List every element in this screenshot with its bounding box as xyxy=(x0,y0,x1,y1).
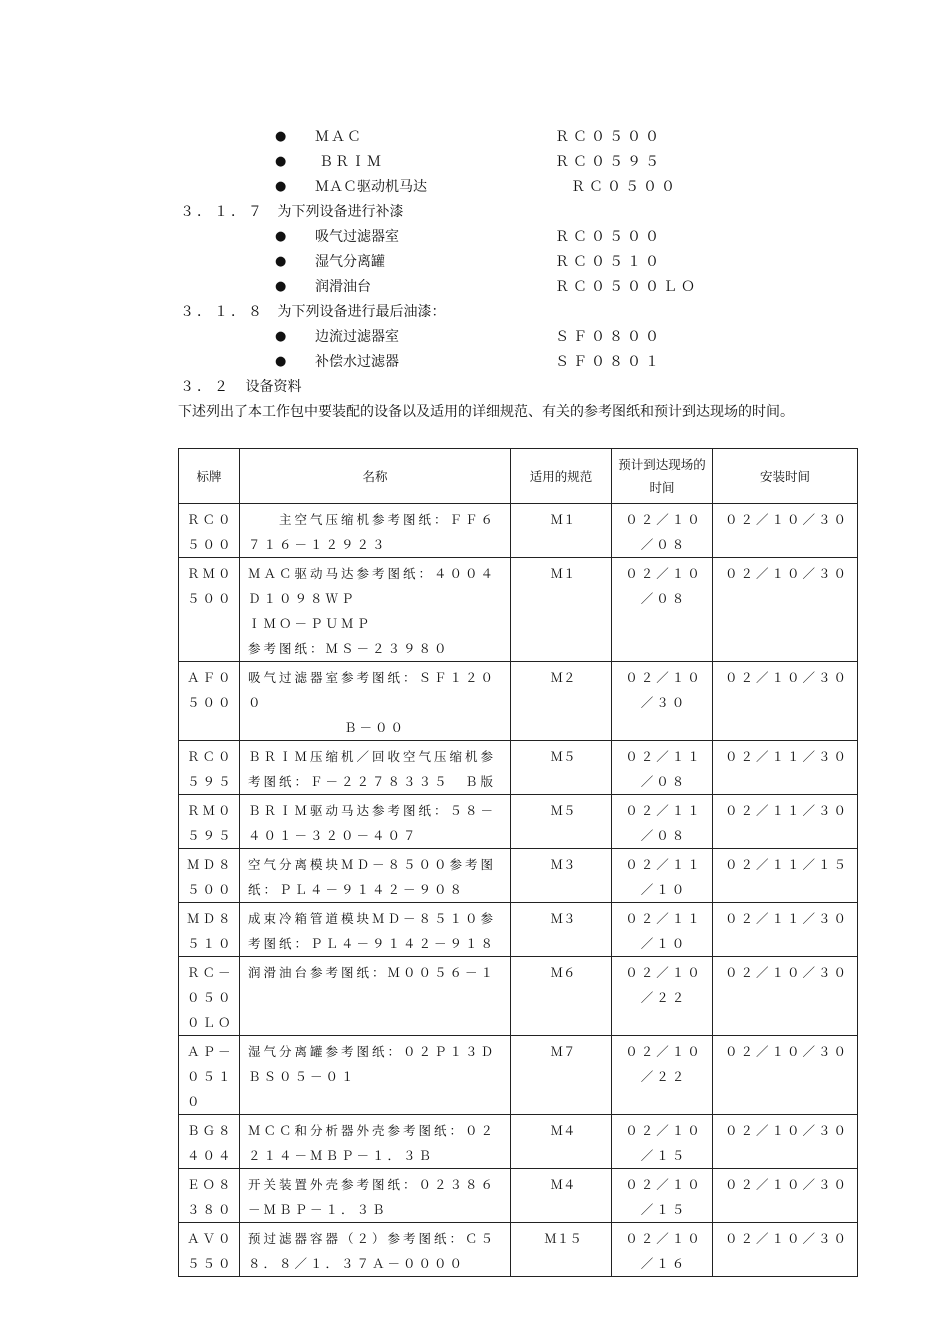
intro-paragraph: 下述列出了本工作包中要装配的设备以及适用的详细规范、有关的参考图纸和预计到达现场的时间。 xyxy=(178,404,794,420)
cell-install: ０２／１０／３０ xyxy=(713,558,858,662)
header-tag: 标牌 xyxy=(179,449,240,504)
cell-arrival: ０２／１１／０８ xyxy=(612,795,713,849)
table-row xyxy=(179,1169,858,1223)
cell-install: ０２／１０／３０ xyxy=(713,957,858,1036)
section-number: ３．１．７ xyxy=(180,204,265,220)
equipment-name: ＢＲＩＭ xyxy=(319,154,383,170)
cell-spec: Ｍ３ xyxy=(511,903,612,957)
cell-name xyxy=(240,662,511,741)
equipment-name: 润滑油台 xyxy=(315,279,371,295)
equipment-code: ＲＣ０５１０ xyxy=(555,254,663,270)
cell-tag: ＲＣ０５９５ xyxy=(179,741,240,795)
list-item xyxy=(275,126,695,148)
cell-tag: ＡＦ０５００ xyxy=(179,662,240,741)
bullet-icon: ● xyxy=(275,354,287,369)
list-item xyxy=(275,251,695,273)
cell-tag: ＭＤ８５１０ xyxy=(179,903,240,957)
table-row xyxy=(179,795,858,849)
bullet-icon: ● xyxy=(275,254,287,269)
equipment-code: ＳＦ０８００ xyxy=(555,329,663,345)
section-heading-3-1-7 xyxy=(180,201,403,223)
table-row xyxy=(179,1223,858,1277)
cell-arrival: ０２／１０／０８ xyxy=(612,558,713,662)
cell-arrival: ０２／１１／１０ xyxy=(612,903,713,957)
table-row xyxy=(179,957,858,1036)
table-row xyxy=(179,662,858,741)
name-line: Ｂ－００ xyxy=(344,720,407,735)
bullet-icon: ● xyxy=(275,229,287,244)
cell-spec: Ｍ１ xyxy=(511,504,612,558)
section-number: ３．１．８ xyxy=(180,304,265,320)
cell-name: 预过滤器容器（２）参考图纸：Ｃ５８．８／１．３７Ａ－００００ xyxy=(240,1223,511,1277)
section-number: ３．２ xyxy=(180,379,231,395)
equipment-name: 补偿水过滤器 xyxy=(315,354,399,370)
cell-spec: Ｍ５ xyxy=(511,795,612,849)
list-item xyxy=(275,176,695,198)
cell-tag: ＢＧ８４０４ xyxy=(179,1115,240,1169)
section-title: 设备资料 xyxy=(245,379,302,395)
cell-install: ０２／１０／３０ xyxy=(713,662,858,741)
cell-name: ＢＲＩＭ压缩机／回收空气压缩机参考图纸：Ｆ－２２７８３３５ Ｂ版 xyxy=(240,741,511,795)
cell-arrival: ０２／１０／１５ xyxy=(612,1169,713,1223)
cell-install: ０２／１０／３０ xyxy=(713,1036,858,1115)
table-row xyxy=(179,1036,858,1115)
cell-name: ＭＣＣ和分析器外壳参考图纸：０２２１４－ＭＢＰ－１．３Ｂ xyxy=(240,1115,511,1169)
section-heading-3-2 xyxy=(180,376,301,398)
cell-install: ０２／１０／３０ xyxy=(713,1169,858,1223)
cell-spec: Ｍ３ xyxy=(511,849,612,903)
equipment-code: ＲＣ０５００ xyxy=(555,229,663,245)
cell-tag: ＲＣ０５００ xyxy=(179,504,240,558)
bullet-icon: ● xyxy=(275,179,287,194)
name-line: 吸气过滤器室参考图纸：ＳＦ１２００ xyxy=(248,670,497,710)
cell-spec: Ｍ１５ xyxy=(511,1223,612,1277)
cell-name: 开关装置外壳参考图纸：０２３８６－ＭＢＰ－１．３Ｂ xyxy=(240,1169,511,1223)
table-row xyxy=(179,903,858,957)
header-spec: 适用的规范 xyxy=(511,449,612,504)
cell-spec: Ｍ１ xyxy=(511,558,612,662)
cell-name: ＢＲＩＭ驱动马达参考图纸：５８－４０１－３２０－４０７ xyxy=(240,795,511,849)
bullet-icon: ● xyxy=(275,129,287,144)
cell-arrival: ０２／１０／３０ xyxy=(612,662,713,741)
equipment-name: ＭＡＣ驱动机马达 xyxy=(315,179,427,195)
section-heading-3-1-8 xyxy=(180,301,445,323)
cell-tag: ＭＤ８５００ xyxy=(179,849,240,903)
bullet-icon: ● xyxy=(275,154,287,169)
cell-spec: Ｍ６ xyxy=(511,957,612,1036)
cell-tag: ＲＭ０５９５ xyxy=(179,795,240,849)
cell-install: ０２／１１／３０ xyxy=(713,795,858,849)
equipment-code: ＲＣ０５００ xyxy=(555,129,663,145)
header-name: 名称 xyxy=(240,449,511,504)
cell-install: ０２／１１／１５ xyxy=(713,849,858,903)
cell-spec: Ｍ７ xyxy=(511,1036,612,1115)
cell-name xyxy=(240,558,511,662)
header-install: 安装时间 xyxy=(713,449,858,504)
equipment-code: ＲＣ０５００ xyxy=(571,179,679,195)
cell-spec: Ｍ４ xyxy=(511,1115,612,1169)
cell-arrival: ０２／１０／２２ xyxy=(612,957,713,1036)
cell-tag: ＡＰ－０５１０ xyxy=(179,1036,240,1115)
equipment-name: ＭＡＣ xyxy=(315,129,363,145)
header-arrival: 预计到达现场的时间 xyxy=(612,449,713,504)
cell-arrival: ０２／１１／０８ xyxy=(612,741,713,795)
cell-arrival: ０２／１０／２２ xyxy=(612,1036,713,1115)
equipment-code: ＲＣ０５００ＬＯ xyxy=(555,279,699,295)
section-title: 为下列设备进行补漆 xyxy=(277,204,404,220)
table-row xyxy=(179,558,858,662)
cell-install: ０２／１１／３０ xyxy=(713,741,858,795)
cell-install: ０２／１０／３０ xyxy=(713,1223,858,1277)
list-item xyxy=(275,351,695,373)
cell-tag: ＥＯ８３８０ xyxy=(179,1169,240,1223)
list-item xyxy=(275,326,695,348)
equipment-name: 边流过滤器室 xyxy=(315,329,399,345)
equipment-name: 吸气过滤器室 xyxy=(315,229,399,245)
cell-spec: Ｍ５ xyxy=(511,741,612,795)
cell-arrival: ０２／１０／１６ xyxy=(612,1223,713,1277)
table-row xyxy=(179,1115,858,1169)
equipment-code: ＲＣ０５９５ xyxy=(555,154,663,170)
cell-arrival: ０２／１０／１５ xyxy=(612,1115,713,1169)
cell-tag: ＲＣ－０５００ＬＯ xyxy=(179,957,240,1036)
cell-name: 湿气分离罐参考图纸：０２Ｐ１３ＤＢＳ０５－０１ xyxy=(240,1036,511,1115)
cell-name: 润滑油台参考图纸：Ｍ００５６－１ xyxy=(240,957,511,1036)
cell-name: 空气分离模块ＭＤ－８５００参考图纸：ＰＬ４－９１４２－９０８ xyxy=(240,849,511,903)
table-row xyxy=(179,504,858,558)
table-row xyxy=(179,741,858,795)
list-item xyxy=(275,276,699,298)
cell-spec: Ｍ２ xyxy=(511,662,612,741)
list-item xyxy=(275,151,695,173)
name-line: ＩＭＯ－ＰＵＭＰ xyxy=(248,616,373,631)
cell-install: ０２／１１／３０ xyxy=(713,903,858,957)
table-header-row xyxy=(179,449,858,504)
cell-name: 成束冷箱管道模块ＭＤ－８５１０参考图纸：ＰＬ４－９１４２－９１８ xyxy=(240,903,511,957)
cell-arrival: ０２／１１／１０ xyxy=(612,849,713,903)
name-line: ＭＡＣ驱动马达参考图纸：４００４Ｄ１０９８ＷＰ xyxy=(248,566,497,606)
cell-tag: ＲＭ０５００ xyxy=(179,558,240,662)
bullet-icon: ● xyxy=(275,279,287,294)
cell-name: 主空气压缩机参考图纸：ＦＦ６７１６－１２９２３ xyxy=(240,504,511,558)
cell-spec: Ｍ４ xyxy=(511,1169,612,1223)
table-row xyxy=(179,849,858,903)
equipment-code: ＳＦ０８０１ xyxy=(555,354,663,370)
list-item xyxy=(275,226,695,248)
cell-install: ０２／１０／３０ xyxy=(713,504,858,558)
cell-arrival: ０２／１０／０８ xyxy=(612,504,713,558)
section-title: 为下列设备进行最后油漆： xyxy=(277,304,446,320)
bullet-icon: ● xyxy=(275,329,287,344)
cell-install: ０２／１０／３０ xyxy=(713,1115,858,1169)
cell-tag: ＡＶ０５５０ xyxy=(179,1223,240,1277)
equipment-name: 湿气分离罐 xyxy=(315,254,385,270)
equipment-table xyxy=(178,448,858,1277)
name-line: 参考图纸：ＭＳ－２３９８０ xyxy=(248,641,450,656)
